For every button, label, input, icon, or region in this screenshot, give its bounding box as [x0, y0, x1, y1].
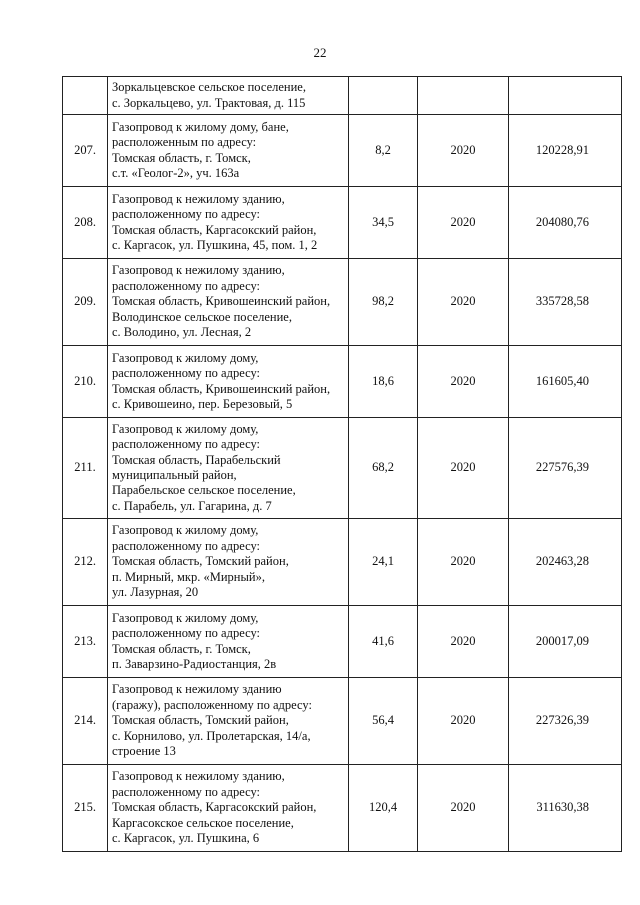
- description-line: Томская область, г. Томск,: [112, 150, 251, 165]
- length-cell: 68,2: [349, 418, 418, 519]
- cost-cell: 335728,58: [509, 259, 622, 346]
- cost-cell: 202463,28: [509, 519, 622, 606]
- description-cell: [108, 606, 349, 678]
- year-cell: 2020: [418, 115, 509, 187]
- table-row: [63, 418, 622, 519]
- description-cell: [108, 259, 349, 346]
- cost-cell: 227326,39: [509, 678, 622, 765]
- row-number-cell: 210.: [63, 346, 108, 418]
- table-row: [63, 77, 622, 115]
- description-cell: [108, 519, 349, 606]
- description-line: п. Мирный, мкр. «Мирный»,: [112, 569, 265, 584]
- description-line: Газопровод к жилому дому,: [112, 610, 259, 625]
- description-line: с. Корнилово, ул. Пролетарская, 14/а,: [112, 728, 311, 743]
- description-line: расположенному по адресу:: [112, 278, 261, 293]
- row-number-cell: 211.: [63, 418, 108, 519]
- cost-cell: 161605,40: [509, 346, 622, 418]
- year-cell: 2020: [418, 678, 509, 765]
- description-line: Газопровод к жилому дому, бане,: [112, 119, 289, 134]
- description-line: расположенному по адресу:: [112, 366, 261, 381]
- description-line: ул. Лазурная, 20: [112, 585, 199, 600]
- table-row: [63, 606, 622, 678]
- row-number-cell: 212.: [63, 519, 108, 606]
- description-line: расположенным по адресу:: [112, 135, 257, 150]
- description-cell: [108, 346, 349, 418]
- description-line: Томская область, Парабельский: [112, 452, 281, 467]
- description-line: п. Заварзино-Радиостанция, 2в: [112, 656, 277, 671]
- table-row: [63, 765, 622, 852]
- description-line: с. Кривошеино, пер. Березовый, 5: [112, 396, 293, 411]
- description-cell: [108, 765, 349, 852]
- table-row: [63, 519, 622, 606]
- table-body: [63, 77, 622, 852]
- row-number-cell: 214.: [63, 678, 108, 765]
- description-cell: [108, 418, 349, 519]
- description-line: с. Каргасок, ул. Пушкина, 45, пом. 1, 2: [112, 237, 318, 252]
- table-row: [63, 678, 622, 765]
- description-line: с. Володино, ул. Лесная, 2: [112, 325, 252, 340]
- description-line: Томская область, Кривошеинский район,: [112, 381, 331, 396]
- row-number-cell: [63, 77, 108, 115]
- length-cell: 98,2: [349, 259, 418, 346]
- page-number: 22: [313, 45, 327, 60]
- description-line: расположенному по адресу:: [112, 437, 261, 452]
- table-row: [63, 346, 622, 418]
- description-line: Томская область, Кривошеинский район,: [112, 294, 331, 309]
- length-cell: 56,4: [349, 678, 418, 765]
- cost-cell: 204080,76: [509, 187, 622, 259]
- cost-cell: 200017,09: [509, 606, 622, 678]
- description-line: Газопровод к нежилому зданию,: [112, 191, 285, 206]
- objects-table: [62, 76, 622, 852]
- description-cell: [108, 678, 349, 765]
- row-number-cell: 215.: [63, 765, 108, 852]
- description-line: расположенному по адресу:: [112, 538, 261, 553]
- row-number-cell: 207.: [63, 115, 108, 187]
- description-cell: [108, 77, 349, 115]
- length-cell: 8,2: [349, 115, 418, 187]
- description-line: строение 13: [112, 744, 176, 759]
- cost-cell: [509, 77, 622, 115]
- year-cell: 2020: [418, 519, 509, 606]
- length-cell: 120,4: [349, 765, 418, 852]
- table-row: [63, 187, 622, 259]
- description-line: Газопровод к жилому дому,: [112, 523, 259, 538]
- description-line: Володинское сельское поселение,: [112, 309, 292, 324]
- cost-cell: 120228,91: [509, 115, 622, 187]
- description-line: Парабельское сельское поселение,: [112, 483, 296, 498]
- description-line: (гаражу), расположенному по адресу:: [112, 697, 312, 712]
- year-cell: [418, 77, 509, 115]
- table-row: [63, 259, 622, 346]
- row-number-cell: 209.: [63, 259, 108, 346]
- length-cell: 41,6: [349, 606, 418, 678]
- table-row: [63, 115, 622, 187]
- year-cell: 2020: [418, 418, 509, 519]
- description-line: с. Каргасок, ул. Пушкина, 6: [112, 831, 260, 846]
- description-line: Томская область, Каргасокский район,: [112, 222, 317, 237]
- description-line: расположенному по адресу:: [112, 207, 261, 222]
- description-line: Томская область, Каргасокский район,: [112, 800, 317, 815]
- description-line: расположенному по адресу:: [112, 626, 261, 641]
- cost-cell: 227576,39: [509, 418, 622, 519]
- year-cell: 2020: [418, 259, 509, 346]
- description-line: муниципальный район,: [112, 468, 237, 482]
- length-cell: [349, 77, 418, 115]
- row-number-cell: 208.: [63, 187, 108, 259]
- description-cell: [108, 115, 349, 187]
- length-cell: 18,6: [349, 346, 418, 418]
- description-line: Томская область, г. Томск,: [112, 641, 251, 656]
- description-line: Томская область, Томский район,: [112, 713, 289, 728]
- year-cell: 2020: [418, 606, 509, 678]
- row-number-cell: 213.: [63, 606, 108, 678]
- description-line: Газопровод к нежилому зданию: [112, 682, 282, 697]
- length-cell: 24,1: [349, 519, 418, 606]
- description-line: Газопровод к нежилому зданию,: [112, 769, 285, 784]
- description-line: Газопровод к жилому дому,: [112, 421, 259, 436]
- description-line: Газопровод к нежилому зданию,: [112, 263, 285, 278]
- description-cell: [108, 187, 349, 259]
- description-line: расположенному по адресу:: [112, 784, 261, 799]
- description-line: с.т. «Геолог-2», уч. 163а: [112, 165, 240, 180]
- year-cell: 2020: [418, 346, 509, 418]
- length-cell: 34,5: [349, 187, 418, 259]
- year-cell: 2020: [418, 765, 509, 852]
- description-line: Зоркальцевское сельское поселение,: [112, 80, 306, 95]
- description-line: с. Зоркальцево, ул. Трактовая, д. 115: [112, 95, 306, 110]
- description-line: Каргасокское сельское поселение,: [112, 815, 294, 830]
- description-line: Газопровод к жилому дому,: [112, 350, 259, 365]
- year-cell: 2020: [418, 187, 509, 259]
- description-line: с. Парабель, ул. Гагарина, д. 7: [112, 498, 272, 513]
- description-line: Томская область, Томский район,: [112, 554, 289, 569]
- cost-cell: 311630,38: [509, 765, 622, 852]
